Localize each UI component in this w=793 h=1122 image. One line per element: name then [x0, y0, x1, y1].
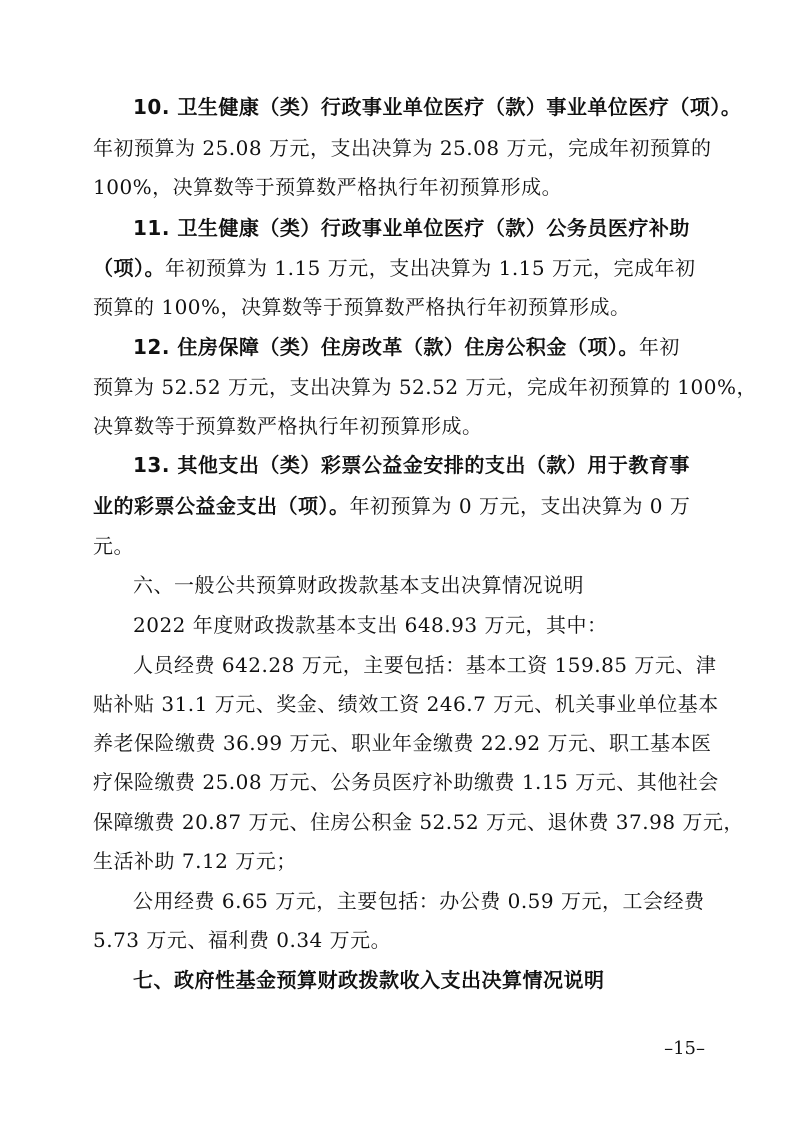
item-10-heading: 10. 卫生健康（类）行政事业单位医疗（款）事业单位医疗（项）。: [133, 95, 742, 119]
public-expense-line-1: 公用经费 6.65 万元，主要包括：办公费 0.59 万元，工会经费: [133, 889, 705, 913]
item-10-line-3: 100%，决算数等于预算数严格执行年初预算形成。: [93, 175, 563, 199]
item-12-line-1: [133, 335, 680, 359]
item-12-line-2: 预算为 52.52 万元，支出决算为 52.52 万元，完成年初预算的 100%，: [93, 375, 757, 399]
item-11-heading-tail: （项）。: [93, 256, 165, 280]
item-10-line-2: 年初预算为 25.08 万元，支出决算为 25.08 万元，完成年初预算的: [93, 136, 712, 160]
personnel-line-5: 保障缴费 20.87 万元、住房公积金 52.52 万元、退休费 37.98 万元，: [93, 810, 744, 834]
public-expense-line-2: 5.73 万元、福利费 0.34 万元。: [93, 928, 392, 952]
item-13-line-2: [93, 494, 690, 518]
item-11-line-2: [93, 256, 696, 280]
personnel-line-3: 养老保险缴费 36.99 万元、职业年金缴费 22.92 万元、职工基本医: [93, 731, 712, 755]
item-12-body-start: 年初: [638, 335, 680, 359]
personnel-line-6: 生活补助 7.12 万元；: [93, 849, 297, 873]
item-12-heading: 12. 住房保障（类）住房改革（款）住房公积金（项）。: [133, 335, 639, 359]
section-6-heading: 六、一般公共预算财政拨款基本支出决算情况说明: [133, 573, 584, 597]
personnel-line-4: 疗保险缴费 25.08 万元、公务员医疗补助缴费 1.15 万元、其他社会: [93, 770, 719, 794]
item-13-body: 年初预算为 0 万元，支出决算为 0 万: [349, 494, 691, 518]
page-number: –15–: [664, 1038, 705, 1059]
item-11-heading: 11. 卫生健康（类）行政事业单位医疗（款）公务员医疗补助: [133, 216, 690, 240]
item-13-line-3: 元。: [93, 534, 134, 558]
item-13-heading: 13. 其他支出（类）彩票公益金安排的支出（款）用于教育事: [133, 453, 690, 477]
item-12-line-3: 决算数等于预算数严格执行年初预算形成。: [93, 414, 483, 438]
section-7-heading: 七、政府性基金预算财政拨款收入支出决算情况说明: [133, 968, 605, 992]
personnel-line-2: 贴补贴 31.1 万元、奖金、绩效工资 246.7 万元、机关事业单位基本: [93, 692, 719, 716]
section-6-intro: 2022 年度财政拨款基本支出 648.93 万元，其中：: [133, 613, 608, 637]
item-13-heading-tail: 业的彩票公益金支出（项）。: [93, 494, 350, 518]
personnel-line-1: 人员经费 642.28 万元，主要包括：基本工资 159.85 万元、津: [133, 653, 717, 677]
item-11-body: 年初预算为 1.15 万元，支出决算为 1.15 万元，完成年初: [165, 256, 696, 280]
item-11-line-3: 预算的 100%，决算数等于预算数严格执行年初预算形成。: [93, 295, 631, 319]
